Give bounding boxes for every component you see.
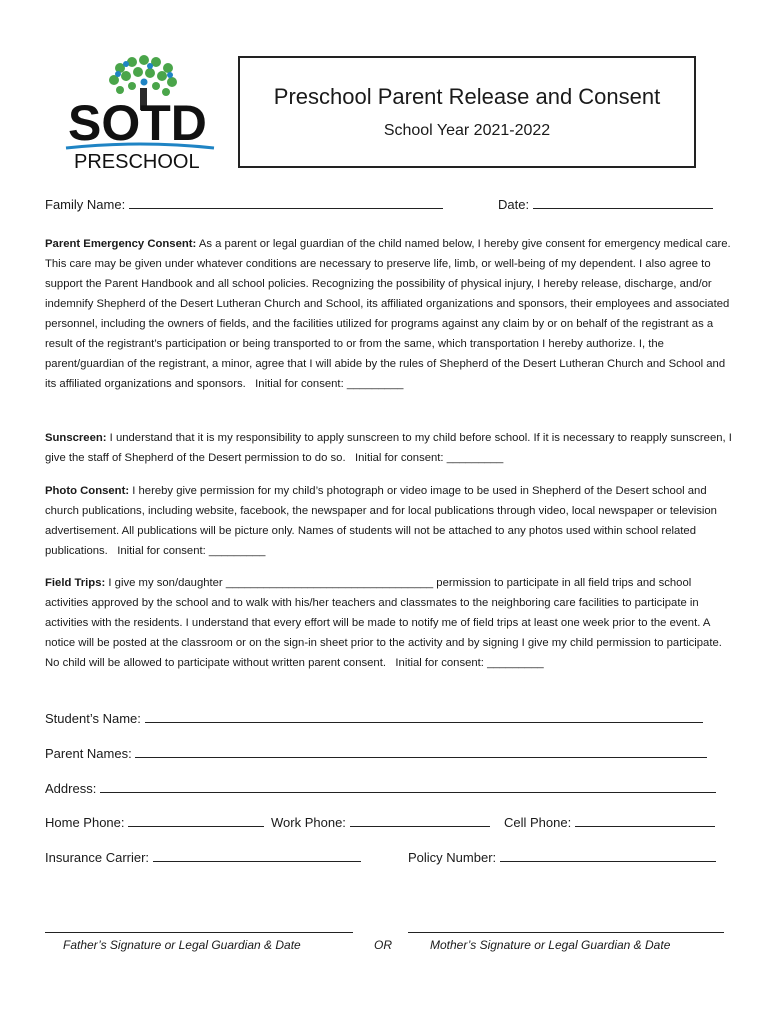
home-phone-label: Home Phone: bbox=[45, 815, 125, 830]
cell-phone-field[interactable] bbox=[575, 814, 715, 827]
tree-logo-icon bbox=[60, 48, 220, 173]
date-label: Date: bbox=[498, 197, 530, 212]
sunscreen-initial[interactable]: Initial for consent: _________ bbox=[355, 452, 504, 464]
family-name-row bbox=[45, 196, 443, 212]
date-field[interactable] bbox=[533, 196, 713, 209]
sunscreen-heading: Sunscreen: bbox=[45, 432, 107, 444]
date-row bbox=[498, 196, 713, 212]
field-trips-text: I give my son/daughter _________________________________ permission to participate in all field trips and school activities approved by the school and to walk with his/her teachers and classmates to the neighboring care facilities to participate in activities with the residents. I understand that every effort will be made to notify me of field trips at least one week prior to the event. A notice will be posted at the classroom or on the sign-in sheet prior to the activity and by signing I give my child permission to participate. No child will be allowed to participate without written parent consent. bbox=[45, 577, 722, 669]
father-signature-label: Father’s Signature or Legal Guardian & Date bbox=[63, 938, 301, 952]
home-phone-field[interactable] bbox=[128, 814, 264, 827]
emergency-text: As a parent or legal guardian of the child named below, I hereby give consent for emergency medical care. This care may be given under whatever conditions are necessary to preserve life, limb, or well-being of my dependent. I also agree to support the Parent Handbook and all school policies. Recognizing the possibility of physical injury, I hereby release, discharge, and/or indemnify Shepherd of the Desert Lutheran Church and School, its affiliated organizations and sponsors, their employees and associated personnel, including the owners of fields, and the facilities utilized for programs against any claim by or on behalf of the registrant as a result of the registrant’s participation or being transported to or from the same, which transportation I hereby authorize. I, the parent/guardian of the registrant, a minor, agree that I will abide by the rules of Shepherd of the Desert Lutheran Church and School and its affiliated organizations and sponsors. bbox=[45, 238, 731, 390]
address-row bbox=[45, 780, 716, 796]
work-phone-row bbox=[271, 814, 490, 830]
emergency-consent-section bbox=[45, 234, 735, 394]
mother-signature-line[interactable] bbox=[408, 932, 724, 933]
family-name-label: Family Name: bbox=[45, 197, 126, 212]
address-field[interactable] bbox=[100, 780, 716, 793]
work-phone-field[interactable] bbox=[350, 814, 490, 827]
student-name-label: Student’s Name: bbox=[45, 711, 141, 726]
sunscreen-section bbox=[45, 428, 735, 468]
cell-phone-row bbox=[504, 814, 715, 830]
mother-signature-label: Mother’s Signature or Legal Guardian & Date bbox=[430, 938, 671, 952]
school-logo bbox=[60, 48, 220, 173]
parent-names-field[interactable] bbox=[135, 745, 707, 758]
svg-text:PRESCHOOL: PRESCHOOL bbox=[74, 151, 200, 173]
policy-field[interactable] bbox=[500, 849, 716, 862]
svg-text:SOTD: SOTD bbox=[68, 95, 207, 151]
form-title: Preschool Parent Release and Consent bbox=[273, 84, 661, 109]
family-name-field[interactable] bbox=[129, 196, 443, 209]
title-box bbox=[238, 56, 696, 168]
parent-names-row bbox=[45, 745, 707, 761]
father-signature-line[interactable] bbox=[45, 932, 353, 933]
cell-phone-label: Cell Phone: bbox=[504, 815, 572, 830]
insurance-label: Insurance Carrier: bbox=[45, 850, 150, 865]
or-label: OR bbox=[374, 938, 392, 952]
parent-names-label: Parent Names: bbox=[45, 746, 132, 761]
policy-label: Policy Number: bbox=[408, 850, 497, 865]
policy-row bbox=[408, 849, 716, 865]
address-label: Address: bbox=[45, 781, 97, 796]
work-phone-label: Work Phone: bbox=[271, 815, 346, 830]
insurance-row bbox=[45, 849, 361, 865]
student-name-row bbox=[45, 710, 703, 726]
emergency-heading: Parent Emergency Consent: bbox=[45, 238, 197, 250]
insurance-field[interactable] bbox=[153, 849, 361, 862]
field-trips-heading: Field Trips: bbox=[45, 577, 106, 589]
field-trips-section bbox=[45, 573, 735, 673]
emergency-initial[interactable]: Initial for consent: _________ bbox=[255, 378, 404, 390]
home-phone-row bbox=[45, 814, 264, 830]
photo-text: I hereby give permission for my child’s photograph or video image to be used in Shepherd of the Desert school and church publications, including website, facebook, the newspaper and for local publications through video, local newspaper or television advertisement. All publications will be picture only. Names of students will not be attached to any photos used within school related publications. bbox=[45, 485, 717, 557]
sunscreen-text: I understand that it is my responsibility to apply sunscreen to my child before school. If it is necessary to reapply sunscreen, I give the staff of Shepherd of the Desert permission to do so. bbox=[45, 432, 732, 464]
photo-consent-section bbox=[45, 481, 735, 561]
photo-heading: Photo Consent: bbox=[45, 485, 130, 497]
student-name-field[interactable] bbox=[145, 710, 703, 723]
photo-initial[interactable]: Initial for consent: _________ bbox=[117, 545, 266, 557]
field-trips-initial[interactable]: Initial for consent: _________ bbox=[395, 657, 544, 669]
school-year: School Year 2021-2022 bbox=[383, 122, 551, 139]
